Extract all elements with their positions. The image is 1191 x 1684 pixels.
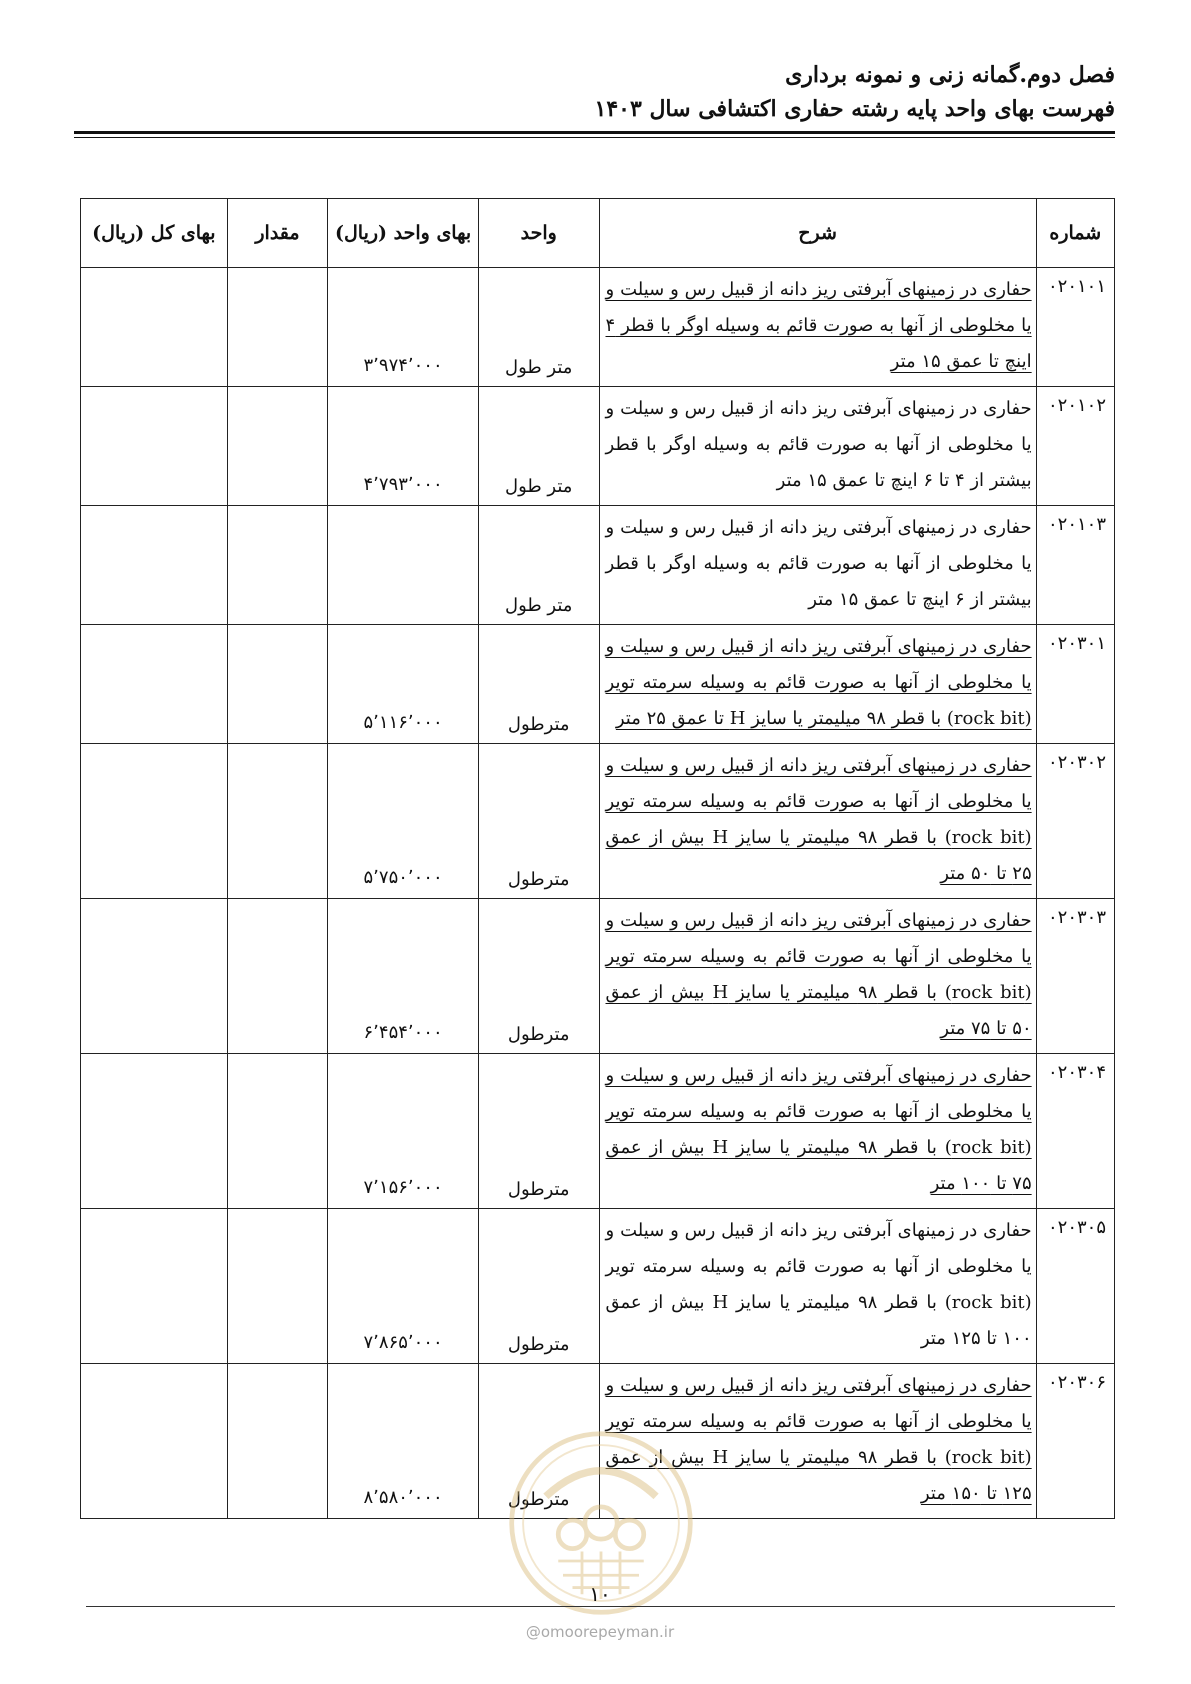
price-table: [80, 198, 1115, 1519]
row-unit: متر طول: [478, 268, 599, 387]
row-code: ۰۲۰۳۰۶: [1036, 1364, 1114, 1519]
row-description: [599, 387, 1036, 506]
row-code: ۰۲۰۱۰۳: [1036, 506, 1114, 625]
row-quantity: [227, 506, 327, 625]
table-header-row: [81, 199, 1115, 268]
row-description: [599, 268, 1036, 387]
row-total: [81, 1054, 228, 1209]
row-total: [81, 899, 228, 1054]
col-header-code: شماره: [1036, 199, 1114, 268]
row-quantity: [227, 899, 327, 1054]
col-header-unit-price: بهای واحد (ریال): [328, 199, 479, 268]
table-row: [81, 625, 1115, 744]
row-description-text: حفاری در زمینهای آبرفتی ریز دانه از قبیل رس و سیلت و یا مخلوطی از آنها به صورت قائم به وسیله سرمته تویر (rock bit) با قطر ۹۸ میلیمتر یا سایز H تا عمق ۲۵ متر: [605, 636, 1032, 729]
row-unit: مترطول: [478, 744, 599, 899]
row-description: [599, 1054, 1036, 1209]
row-unit: مترطول: [478, 899, 599, 1054]
row-quantity: [227, 1364, 327, 1519]
table-row: [81, 744, 1115, 899]
row-unit-price: ۸٬۵۸۰٬۰۰۰: [328, 1364, 479, 1519]
row-unit-price: ۷٬۱۵۶٬۰۰۰: [328, 1054, 479, 1209]
row-unit: متر طول: [478, 387, 599, 506]
row-description: [599, 506, 1036, 625]
row-code: ۰۲۰۱۰۱: [1036, 268, 1114, 387]
row-quantity: [227, 744, 327, 899]
page-number: ۱۰: [589, 1582, 611, 1606]
row-unit-price: ۳٬۹۷۴٬۰۰۰: [328, 268, 479, 387]
row-unit: مترطول: [478, 1364, 599, 1519]
col-header-total: بهای کل (ریال): [81, 199, 228, 268]
row-total: [81, 268, 228, 387]
row-description-text: حفاری در زمینهای آبرفتی ریز دانه از قبیل رس و سیلت و یا مخلوطی از آنها به صورت قائم به وسیله اوگر با قطر ۴ اینچ تا عمق ۱۵ متر: [605, 279, 1032, 372]
row-code: ۰۲۰۱۰۲: [1036, 387, 1114, 506]
table-row: [81, 1209, 1115, 1364]
col-header-qty: مقدار: [227, 199, 327, 268]
row-description: [599, 625, 1036, 744]
row-unit-price: ۶٬۴۵۴٬۰۰۰: [328, 899, 479, 1054]
row-total: [81, 744, 228, 899]
row-quantity: [227, 1054, 327, 1209]
table-row: [81, 1054, 1115, 1209]
page-header: [75, 58, 1115, 126]
table-row: [81, 506, 1115, 625]
row-total: [81, 1364, 228, 1519]
header-rule-thick: [74, 131, 1115, 134]
row-quantity: [227, 268, 327, 387]
col-header-unit: واحد: [478, 199, 599, 268]
row-unit-price: ۵٬۱۱۶٬۰۰۰: [328, 625, 479, 744]
row-unit: مترطول: [478, 1054, 599, 1209]
row-code: ۰۲۰۳۰۱: [1036, 625, 1114, 744]
row-unit: مترطول: [478, 625, 599, 744]
row-code: ۰۲۰۳۰۴: [1036, 1054, 1114, 1209]
row-description-text: حفاری در زمینهای آبرفتی ریز دانه از قبیل رس و سیلت و یا مخلوطی از آنها به صورت قائم به وسیله سرمته تویر (rock bit) با قطر ۹۸ میلیمتر یا سایز H بیش از عمق ۱۰۰ تا ۱۲۵ متر: [605, 1220, 1032, 1349]
chapter-title: فصل دوم.گمانه زنی و نمونه برداری: [785, 62, 1115, 88]
row-description-text: حفاری در زمینهای آبرفتی ریز دانه از قبیل رس و سیلت و یا مخلوطی از آنها به صورت قائم به وسیله سرمته تویر (rock bit) با قطر ۹۸ میلیمتر یا سایز H بیش از عمق ۷۵ تا ۱۰۰ متر: [605, 1065, 1032, 1194]
col-header-desc: شرح: [599, 199, 1036, 268]
row-total: [81, 625, 228, 744]
row-unit-price: [328, 506, 479, 625]
row-description-text: حفاری در زمینهای آبرفتی ریز دانه از قبیل رس و سیلت و یا مخلوطی از آنها به صورت قائم به وسیله سرمته تویر (rock bit) با قطر ۹۸ میلیمتر یا سایز H بیش از عمق ۱۲۵ تا ۱۵۰ متر: [605, 1375, 1032, 1504]
row-description-text: حفاری در زمینهای آبرفتی ریز دانه از قبیل رس و سیلت و یا مخلوطی از آنها به صورت قائم به وسیله سرمته تویر (rock bit) با قطر ۹۸ میلیمتر یا سایز H بیش از عمق ۲۵ تا ۵۰ متر: [605, 755, 1032, 884]
row-code: ۰۲۰۳۰۵: [1036, 1209, 1114, 1364]
row-unit-price: ۷٬۸۶۵٬۰۰۰: [328, 1209, 479, 1364]
row-total: [81, 506, 228, 625]
row-description: [599, 1209, 1036, 1364]
row-description: [599, 899, 1036, 1054]
row-quantity: [227, 625, 327, 744]
table-row: [81, 268, 1115, 387]
row-unit: مترطول: [478, 1209, 599, 1364]
row-total: [81, 1209, 228, 1364]
row-total: [81, 387, 228, 506]
table-row: [81, 899, 1115, 1054]
row-unit: متر طول: [478, 506, 599, 625]
row-code: ۰۲۰۳۰۲: [1036, 744, 1114, 899]
header-rule-thin: [74, 137, 1115, 138]
table-body: [81, 268, 1115, 1519]
row-quantity: [227, 387, 327, 506]
watermark-text: @omoorepeyman.ir: [525, 1623, 675, 1641]
row-description: [599, 744, 1036, 899]
document-title: فهرست بهای واحد پایه رشته حفاری اکتشافی سال ۱۴۰۳: [594, 96, 1115, 122]
row-unit-price: ۴٬۷۹۳٬۰۰۰: [328, 387, 479, 506]
row-code: ۰۲۰۳۰۳: [1036, 899, 1114, 1054]
row-description-text: حفاری در زمینهای آبرفتی ریز دانه از قبیل رس و سیلت و یا مخلوطی از آنها به صورت قائم به وسیله اوگر با قطر بیشتر از ۴ تا ۶ اینچ تا عمق ۱۵ متر: [605, 398, 1032, 491]
row-description-text: حفاری در زمینهای آبرفتی ریز دانه از قبیل رس و سیلت و یا مخلوطی از آنها به صورت قائم به وسیله اوگر با قطر بیشتر از ۶ اینچ تا عمق ۱۵ متر: [605, 517, 1032, 610]
footer-rule: [86, 1606, 1115, 1607]
row-quantity: [227, 1209, 327, 1364]
table-row: [81, 387, 1115, 506]
row-unit-price: ۵٬۷۵۰٬۰۰۰: [328, 744, 479, 899]
row-description-text: حفاری در زمینهای آبرفتی ریز دانه از قبیل رس و سیلت و یا مخلوطی از آنها به صورت قائم به وسیله سرمته تویر (rock bit) با قطر ۹۸ میلیمتر یا سایز H بیش از عمق ۵۰ تا ۷۵ متر: [605, 910, 1032, 1039]
